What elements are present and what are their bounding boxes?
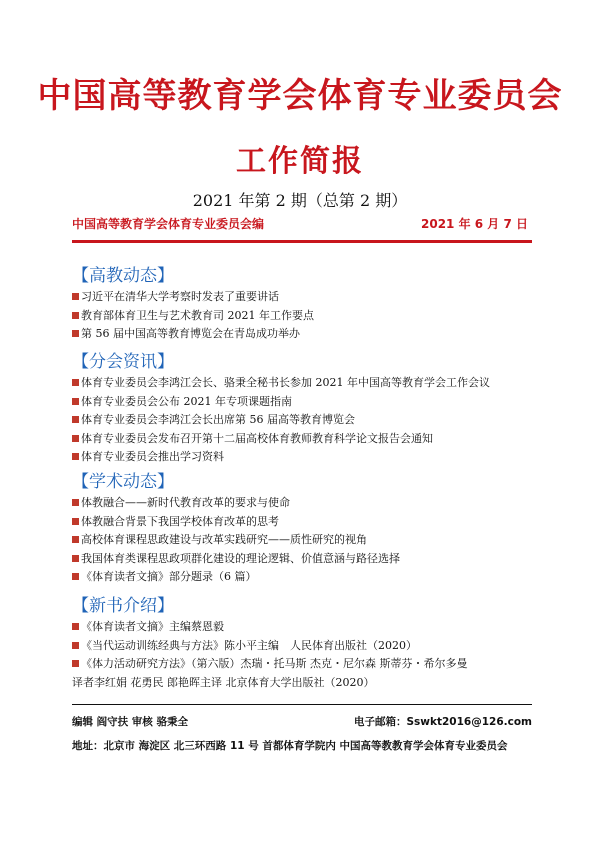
- section-heading: 【新书介绍】: [72, 596, 174, 616]
- square-bullet-icon: [72, 312, 79, 319]
- publish-date: 2021 年 6 月 7 日: [421, 217, 528, 231]
- list-item-continuation: 译者李红娟 花勇民 郎艳晖主译 北京体育大学出版社（2020）: [72, 675, 375, 689]
- list-item[interactable]: 《体育读者文摘》主编蔡恩毅: [72, 618, 542, 637]
- footer-staff: 编辑 阎守扶 审核 骆秉全: [72, 716, 188, 728]
- section-branch-news: [72, 350, 542, 467]
- section-heading: 【高教动态】: [72, 266, 174, 286]
- page-subtitle: 工作简报: [236, 144, 364, 179]
- issue-number: 2021 年第 2 期（总第 2 期）: [192, 191, 408, 210]
- square-bullet-icon: [72, 293, 79, 300]
- section-new-books: [72, 594, 542, 692]
- square-bullet-icon: [72, 623, 79, 630]
- section-higher-ed-news: [72, 264, 542, 344]
- list-item[interactable]: 体育专业委员会公布 2021 年专项课题指南: [72, 393, 542, 412]
- list-item[interactable]: 体育专业委员会李鸿江会长出席第 56 届高等教育博览会: [72, 411, 542, 430]
- list-item[interactable]: 体育专业委员会推出学习资料: [72, 448, 542, 467]
- square-bullet-icon: [72, 499, 79, 506]
- section-heading: 【分会资讯】: [72, 352, 174, 372]
- square-bullet-icon: [72, 416, 79, 423]
- square-bullet-icon: [72, 536, 79, 543]
- list-item[interactable]: 《体力活动研究方法》（第六版）杰瑞・托马斯 杰克・尼尔森 斯蒂芬・希尔多曼: [72, 655, 542, 674]
- square-bullet-icon: [72, 330, 79, 337]
- list-item[interactable]: 高校体育课程思政建设与改革实践研究——质性研究的视角: [72, 531, 542, 550]
- list-item[interactable]: 第 56 届中国高等教育博览会在青岛成功举办: [72, 325, 542, 344]
- list-item[interactable]: 习近平在清华大学考察时发表了重要讲话: [72, 288, 542, 307]
- section-heading: 【学术动态】: [72, 472, 174, 492]
- square-bullet-icon: [72, 642, 79, 649]
- footer-email[interactable]: 电子邮箱：Sswkt2016@126.com: [353, 716, 532, 728]
- list-item[interactable]: 体育专业委员会发布召开第十二届高校体育教师教育科学论文报告会通知: [72, 430, 542, 449]
- square-bullet-icon: [72, 398, 79, 405]
- section-academic-news: [72, 470, 542, 587]
- square-bullet-icon: [72, 555, 79, 562]
- list-item[interactable]: 体教融合——新时代教育改革的要求与使命: [72, 494, 542, 513]
- page-title: 中国高等教育学会体育专业委员会: [37, 76, 563, 116]
- list-item[interactable]: 《体育读者文摘》部分题录（6 篇）: [72, 568, 542, 587]
- list-item[interactable]: 我国体育类课程思政项群化建设的理论逻辑、价值意涵与路径选择: [72, 550, 542, 569]
- editor-name: 中国高等教育学会体育专业委员会编: [72, 217, 265, 231]
- square-bullet-icon: [72, 518, 79, 525]
- footer-staff-line: [72, 714, 532, 730]
- square-bullet-icon: [72, 435, 79, 442]
- square-bullet-icon: [72, 379, 79, 386]
- list-item[interactable]: 体教融合背景下我国学校体育改革的思考: [72, 513, 542, 532]
- square-bullet-icon: [72, 660, 79, 667]
- header-divider: [72, 240, 532, 243]
- list-item[interactable]: 《当代运动训练经典与方法》陈小平主编 人民体育出版社（2020）: [72, 637, 542, 656]
- footer-divider: [72, 704, 532, 705]
- square-bullet-icon: [72, 453, 79, 460]
- list-item[interactable]: 教育部体育卫生与艺术教育司 2021 年工作要点: [72, 307, 542, 326]
- list-item[interactable]: 体育专业委员会李鸿江会长、骆秉全秘书长参加 2021 年中国高等教育学会工作会议: [72, 374, 542, 393]
- footer-address: 地址：北京市 海淀区 北三环西路 11 号 首都体育学院内 中国高等教教育学会体育专业委员会: [72, 740, 508, 752]
- square-bullet-icon: [72, 573, 79, 580]
